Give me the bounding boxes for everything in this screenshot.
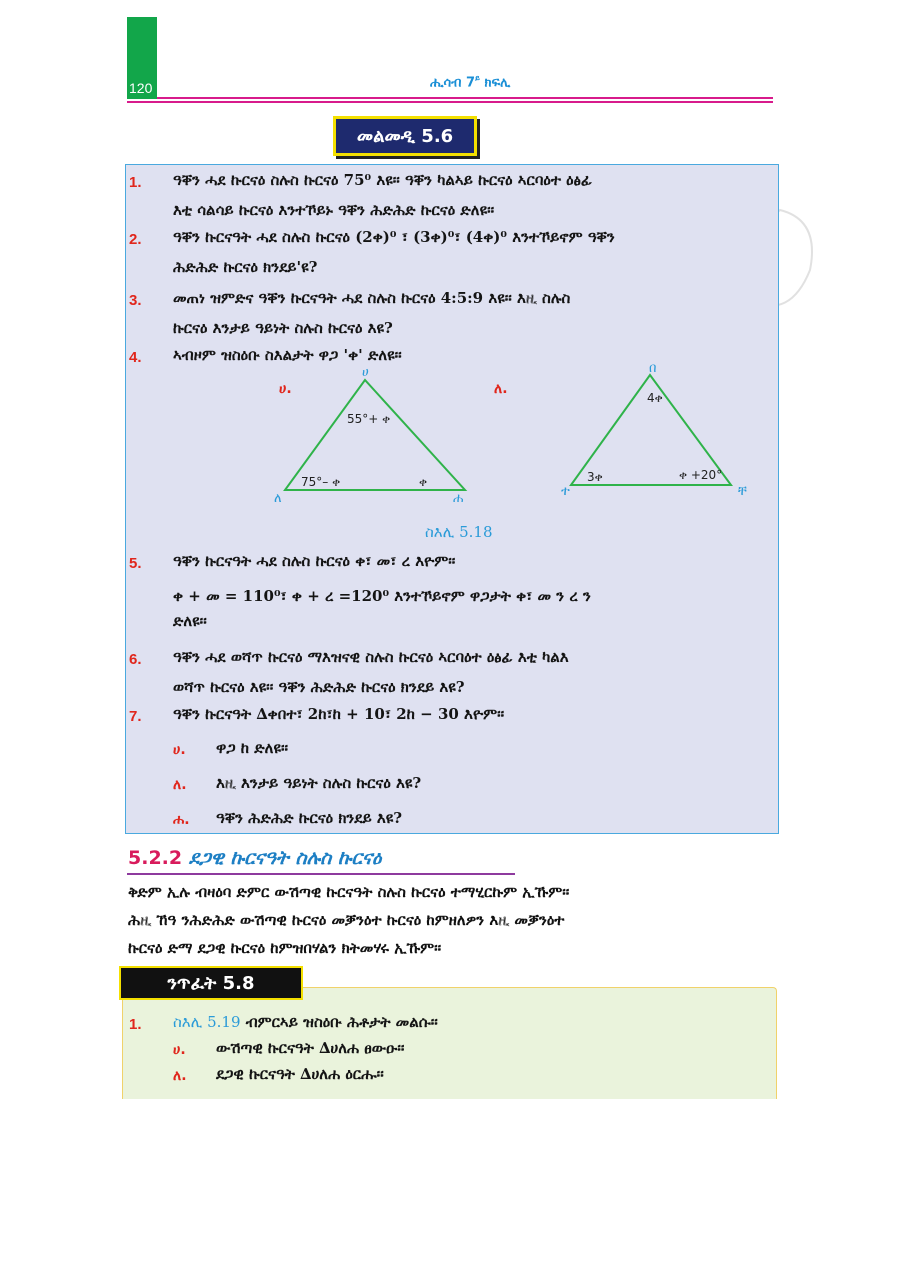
section-para-line2: ሕዚ ኸዓ ንሕድሕድ ውሽጣዊ ኩርናዕ መቓንዕተ ኩርናዕ ከምዘለዎን እዚ መቓንዕተ — [128, 911, 565, 929]
act-q1-line — [173, 1008, 438, 1037]
header-rule — [157, 97, 773, 99]
q7-line1: ዓቐን ኩርናዓት ∆ቀበተ፣ 2ከ፣ከ + 10፣ 2ከ − 30 እዮም፡፡ — [173, 705, 505, 723]
act-q1-part-b-label: ለ. — [173, 1068, 187, 1084]
tri-a-angle-right: ቀ — [419, 475, 428, 489]
act-q1-number: 1. — [129, 1016, 142, 1033]
q7-number: 7. — [129, 708, 142, 725]
q7-part-a-text: ዋጋ ከ ድለዩ፡፡ — [216, 739, 289, 757]
q5-number: 5. — [129, 555, 142, 572]
q3-line1: መጠነ ዝምድና ዓቐን ኩርናዓት ሓደ ስሉስ ኩርናዕ 4:5:9 እዩ፡፡ እዚ ስሉስ — [173, 289, 571, 307]
tri-a-label: ሀ. — [279, 381, 292, 397]
act-q1-text: ብምርኣይ ዝስዕቡ ሕቶታት መልሱ፡፡ — [240, 1013, 438, 1031]
figure-caption: ስእሊ 5.18 — [425, 523, 493, 541]
tri-b-angle-left: 3ቀ — [587, 470, 603, 484]
tri-a-vertex-left: ለ — [274, 491, 282, 506]
q2-line1: ዓቐን ኩርናዓት ሓደ ስሉስ ኩርናዕ (2ቀ)⁰ ፣ (3ቀ)⁰፣ (4ቀ)⁰ እንተኾይኖም ዓቐን — [173, 228, 615, 246]
q6-line2: ወሻጥ ኩርናዕ እዩ፡፡ ዓቐን ሕድሕድ ኩርናዕ ክንደይ እዩ? — [173, 678, 465, 696]
tri-a-vertex-right: ሐ — [453, 491, 464, 506]
grade-sup: ይ — [475, 74, 480, 83]
tri-a-angle-top: 55°+ ቀ — [347, 412, 391, 426]
q1-line1: ዓቐን ሓደ ኩርናዕ ስሉስ ኩርናዕ 75⁰ እዩ፡፡ ዓቐን ካልኣይ ኩርናዕ ኣርባዕተ ዕፅፊ — [173, 171, 592, 189]
q7-part-a-label: ሀ. — [173, 742, 186, 758]
running-title-suffix: ክፍሊ — [479, 75, 511, 91]
section-underline — [127, 873, 515, 875]
exercise-title: መልመዲ 5.6 — [333, 116, 477, 156]
page-number: 120 — [129, 80, 153, 96]
q4-line1: ኣብዞም ዝስዕቡ ስእልታት ዋጋ 'ቀ' ድለዩ፡፡ — [173, 346, 402, 364]
q7-part-b-text: እዚ እንታይ ዓይነት ስሉስ ኩርናዕ እዩ? — [216, 774, 422, 792]
q2-line2: ሕድሕድ ኩርናዕ ክንደይ'ዩ? — [173, 258, 318, 276]
tri-b-vertex-top: በ — [649, 361, 657, 376]
section-number: 5.2.2 — [128, 847, 183, 869]
section-para-line1: ቅድም ኢሉ ብዛዕባ ድምር ውሽጣዊ ኩርናዓት ስሉስ ኩርናዕ ተማሂርኩም ኢኹም፡፡ — [128, 883, 570, 901]
q7-part-c-text: ዓቐን ሕድሕድ ኩርናዕ ክንደይ እዩ? — [216, 809, 403, 827]
tri-b-label: ለ. — [494, 381, 508, 397]
triangle-figure — [260, 360, 760, 510]
section-para-line3: ኩርናዕ ድማ ደጋዊ ኩርናዕ ከምዝበሃልን ክትመሃሩ ኢኹም፡፡ — [128, 939, 442, 957]
q5-line1: ዓቐን ኩርናዓት ሓደ ስሉስ ኩርናዕ ቀ፣ መ፣ ረ እዮም፡፡ — [173, 552, 456, 570]
header-rule-2 — [127, 101, 773, 103]
tri-a-vertex-top: ሀ — [362, 365, 369, 380]
activity-title: ንጥፈት 5.8 — [119, 966, 303, 1000]
section-title: ደጋዊ ኩርናዓት ስሉስ ኩርናዕ — [188, 847, 382, 869]
act-q1-part-a-label: ሀ. — [173, 1042, 186, 1058]
q7-part-b-label: ለ. — [173, 777, 187, 793]
q2-number: 2. — [129, 231, 142, 248]
tri-b-vertex-left: ተ — [561, 484, 570, 499]
q1-number: 1. — [129, 174, 142, 191]
q3-number: 3. — [129, 292, 142, 309]
act-q1-part-b-text: ደጋዊ ኩርናዓት ∆ሀለሐ ዕርሑ፡፡ — [216, 1065, 384, 1083]
tri-b-vertex-right: ቸ — [738, 484, 747, 499]
triangle-a — [285, 380, 465, 490]
q6-line1: ዓቐን ሓደ ወሻጥ ኩርናዕ ማእዝናዊ ስሉስ ኩርናዕ ኣርባዕተ ዕፅፊ እቲ ካልእ — [173, 648, 569, 666]
section-heading — [128, 847, 381, 869]
q7-part-c-label: ሐ. — [173, 812, 190, 828]
running-title — [430, 74, 510, 90]
q3-line2: ኩርናዕ እንታይ ዓይነት ስሉስ ኩርናዕ እዩ? — [173, 319, 393, 337]
tri-a-angle-left: 75°– ቀ — [301, 475, 341, 489]
tri-b-angle-right: ቀ +20° — [679, 468, 723, 482]
running-title-text: ሒሳብ 7 — [430, 75, 476, 91]
q6-number: 6. — [129, 651, 142, 668]
q4-number: 4. — [129, 349, 142, 366]
act-q1-figure-ref: ስእሊ 5.19 — [173, 1013, 241, 1031]
act-q1-part-a-text: ውሽጣዊ ኩርናዓት ∆ሀለሐ ፀውዑ፡፡ — [216, 1039, 405, 1057]
tri-b-angle-top: 4ቀ — [647, 391, 663, 405]
q1-line2: እቲ ሳልሳይ ኩርናዕ እንተኾይኑ ዓቐን ሕድሕድ ኩርናዕ ድለዩ፡፡ — [173, 201, 495, 219]
q5-line3: ድለዩ፡፡ — [173, 612, 207, 630]
q5-line2: ቀ + መ = 110⁰፣ ቀ + ረ =120⁰ እንተኾይኖም ዋጋታት ቀ፣ መ ን ረ ን — [173, 587, 591, 605]
